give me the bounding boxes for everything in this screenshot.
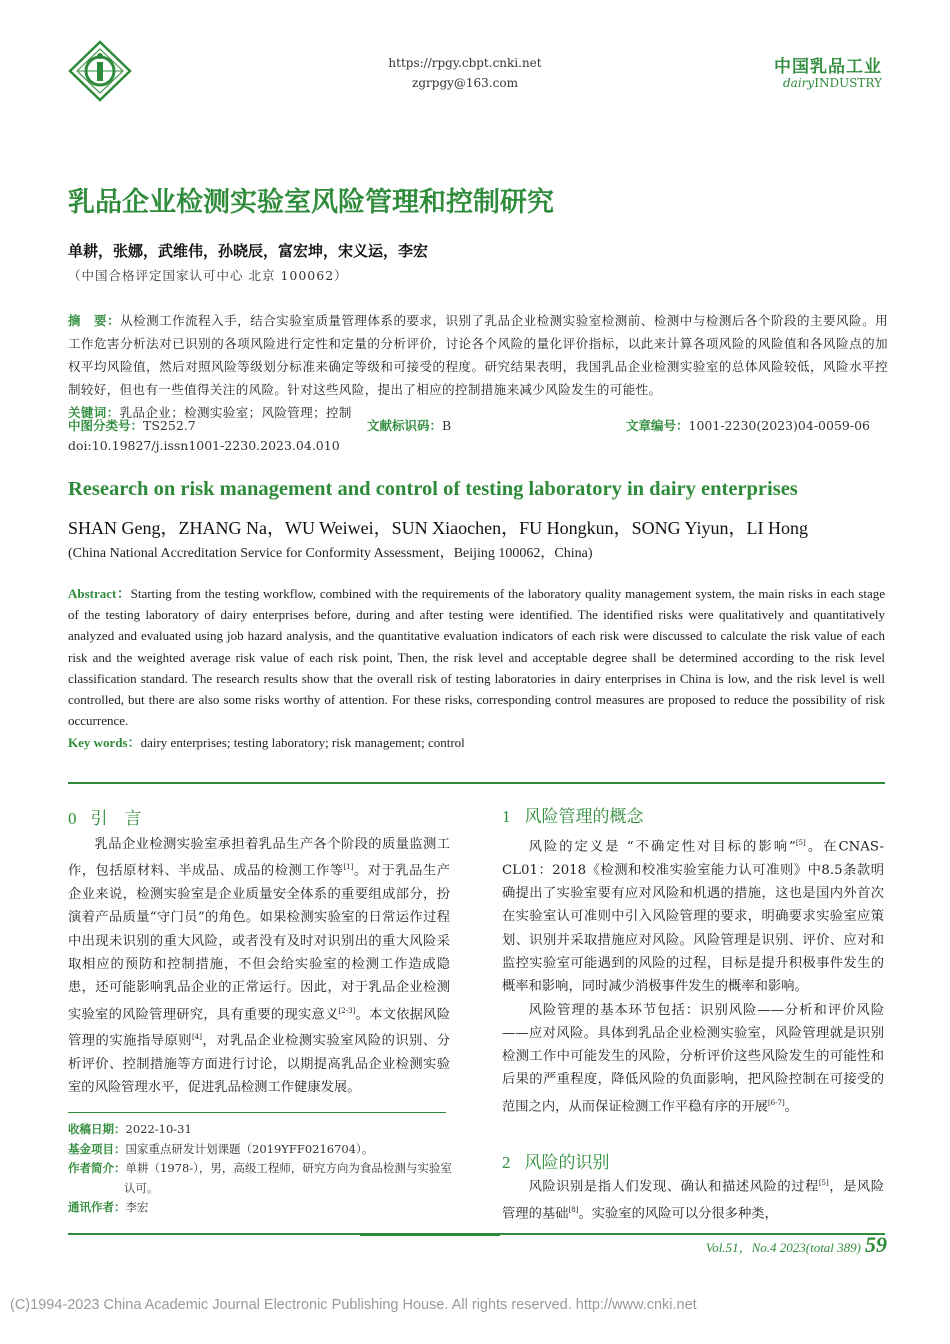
section-divider <box>68 782 885 784</box>
funding <box>68 1140 460 1160</box>
journal-logo-icon <box>68 40 132 102</box>
section-0-number: 0 <box>68 809 77 828</box>
journal-url[interactable]: https://rpgy.cbpt.cnki.net <box>388 56 542 70</box>
paragraph <box>502 832 884 999</box>
abstract-cn <box>68 309 888 424</box>
brand-name-en <box>720 76 882 90</box>
citation[interactable]: [5] <box>818 1179 829 1187</box>
abstract-en-label: Abstract： <box>68 586 131 601</box>
section-1-number: 1 <box>502 807 511 826</box>
citation[interactable]: [6-7] <box>767 1098 785 1107</box>
doc-label: 文献标识码： <box>367 418 443 433</box>
paper-title-en: Research on risk management and control of testing laboratory in dairy enterprises <box>68 478 798 500</box>
text-run: ，是风险管理的基础 <box>502 1179 885 1222</box>
brand-dairy: dairy <box>783 76 815 90</box>
brand-industry: INDUSTRY <box>814 76 882 90</box>
citation[interactable]: [4] <box>192 1033 202 1042</box>
footnotes <box>68 1120 460 1218</box>
text-run: 乳品企业检测实验室承担着乳品生产各个阶段的质量监测工作，包括原材料、半成品、成品的检测工作等 <box>68 837 450 879</box>
clc-value: TS252.7 <box>143 418 196 433</box>
citation[interactable]: [8] <box>568 1205 579 1214</box>
affiliation-cn: （中国合格评定国家认可中心 北京 100062） <box>68 268 348 283</box>
authors-en: SHAN Geng，ZHANG Na，WU Weiwei，SUN Xiaochen，FU Hongkun，SONG Yiyun，LI Hong <box>68 518 808 538</box>
keywords-en: dairy enterprises; testing laboratory; risk management; control <box>140 735 465 750</box>
clc-number <box>68 416 196 434</box>
section-0-heading <box>68 804 142 829</box>
keywords-cn: 乳品企业；检测实验室；风险管理；控制 <box>119 405 352 420</box>
brand-name-cn: 中国乳品工业 <box>774 57 882 77</box>
corr-label: 通讯作者： <box>68 1200 126 1214</box>
article-value: 1001-2230(2023)04-0059-06 <box>688 418 870 433</box>
footer-rule-accent <box>360 1233 500 1236</box>
section-2-heading <box>502 1148 610 1173</box>
article-label: 文章编号： <box>626 418 689 433</box>
citation[interactable]: [2-3] <box>338 1006 356 1015</box>
text-run: 。 <box>784 1099 798 1115</box>
doi[interactable]: doi:10.19827/j.issn1001-2230.2023.04.010 <box>68 438 340 453</box>
author-bio <box>68 1159 460 1198</box>
abstract-cn-text: 从检测工作流程入手，结合实验室质量管理体系的要求，识别了乳品企业检测实验室检测前、检测中与检测后各个阶段的主要风险。用工作危害分析法对已识别的各项风险进行定性和定量的分析评价，讨论各个风险的量化评价指标，以此来计算各项风险的风险值和各风险点的加权平均风险值，然后对照风险等级划分标准来确定等级和可接受的程度。研究结果表明，我国乳品企业检测实验室的总体风险较低，风险水平控制较好，但也有一些值得关注的风险。针对这些风险，提出了相应的控制措施来减少风险发生的可能性。 <box>68 313 888 397</box>
received-label: 收稿日期： <box>68 1122 126 1136</box>
article-number <box>626 416 870 434</box>
text-run: 。对于乳品生产企业来说，检测实验室是企业质量安全体系的重要组成部分，扮演着产品质量“守门员”的角色。如果检测实验室的日常运作过程中出现未识别的重大风险，或者没有及时对识别出的重大风险采取相应的预防和控制措施，不但会给实验室的检测工作造成隐患，还可能影响乳品企业的正常运行。因此，对于乳品企业检测实验室的风险管理研究，具有重要的现实意义 <box>68 863 451 1022</box>
corr-value: 李宏 <box>125 1200 149 1214</box>
text-run: 。实验室的风险可以分很多种类， <box>578 1206 778 1222</box>
section-2-title: 风险的识别 <box>524 1153 610 1173</box>
text-run: 。本文依据风险管理的实施指导原则 <box>68 1006 451 1049</box>
text-run: ，对乳品企业检测实验室风险的识别、分析评价、控制措施等方面进行讨论，以期提高乳品企业检测实验室的风险管理水平，促进乳品检测工作健康发展。 <box>68 1033 451 1096</box>
section-0-body <box>68 833 450 1100</box>
authors-cn: 单耕，张娜，武维伟，孙晓辰，富宏坤，宋义运，李宏 <box>68 242 429 260</box>
affiliation-en: (China National Accreditation Service for Conformity Assessment，Beijing 100062，China) <box>68 546 593 561</box>
text-run: 风险管理的基本环节包括：识别风险——分析和评价风险——应对风险。具体到乳品企业检测实验室，风险管理就是识别检测工作中可能发生的风险，分析评价这些风险发生的可能性和后果的严重程度，降低风险的负面影响，把风险控制在可接受的范围之内，从而保证检测工作平稳有序的开展 <box>502 1002 884 1115</box>
paper-title: 乳品企业检测实验室风险管理和控制研究 <box>68 187 554 218</box>
abstract-cn-label: 摘 要： <box>68 313 121 328</box>
section-2-body <box>502 1172 884 1225</box>
bio-label: 作者简介： <box>68 1161 126 1175</box>
keywords-en-line <box>68 732 465 751</box>
doc-value: B <box>442 418 452 433</box>
section-2-number: 2 <box>502 1153 511 1172</box>
paragraph <box>502 999 884 1119</box>
citation[interactable]: [1] <box>343 863 354 872</box>
volume-info: Vol.51，No.4 2023(total 389) <box>705 1240 861 1255</box>
keywords-en-label: Key words： <box>68 735 141 750</box>
clc-label: 中图分类号： <box>68 418 144 433</box>
section-1-body <box>502 832 884 1118</box>
text-run: 风险的定义是 “不确定性对目标的影响” <box>528 839 796 855</box>
keywords-cn-label: 关键词： <box>68 405 120 420</box>
abstract-en <box>68 583 885 731</box>
section-1-heading <box>502 802 644 827</box>
received-date <box>68 1120 460 1140</box>
page-number: 59 <box>865 1232 887 1257</box>
funding-value: 国家重点研发计划课题（2019YFF0216704）。 <box>125 1141 374 1156</box>
corresponding-author <box>68 1198 460 1218</box>
paragraph <box>502 1172 884 1225</box>
section-1-title: 风险管理的概念 <box>524 807 644 827</box>
footnote-divider <box>68 1112 446 1113</box>
bio-value: 单耕（1978-），男，高级工程师，研究方向为食品检测与实验室认可。 <box>124 1161 452 1195</box>
funding-label: 基金项目： <box>68 1141 126 1156</box>
folio <box>640 1232 887 1258</box>
received-value: 2022-10-31 <box>125 1122 192 1136</box>
paragraph <box>68 833 450 1100</box>
copyright-notice: (C)1994-2023 China Academic Journal Electronic Publishing House. All rights reserved. http://www.cnki.net <box>10 1297 697 1313</box>
citation[interactable]: [5] <box>795 839 806 847</box>
text-run: 风险识别是指人们发现、确认和描述风险的过程 <box>528 1179 819 1195</box>
doc-code <box>367 416 451 434</box>
journal-email[interactable]: zgrpgy@163.com <box>412 76 518 90</box>
abstract-en-text: Starting from the testing workflow, combined with the requirements of the laboratory quality management system, the main risks in each stage of the testing laboratory of dairy enterprises before, during and after testing were identified. The identified risks were qualitatively and quantitatively analyzed and evaluated using job hazard analysis, and the quantitative evaluation indicators of each risk were discussed to calculate the risk value of each risk and the weighted average risk value of each risk point, Then, the risk level and acceptable degree shall be determined according to the risk level classification standard. The research results show that the overall risk of testing laboratories in dairy enterprises in China is low, and the risk level is well controlled, but there are also some risks worthy of attention. For these risks, corresponding control measures are proposed to reduce the possibility of risk occurrence. <box>68 586 885 729</box>
text-run: 。在CNAS-CL01：2018《检测和校准实验室能力认可准则》中8.5条款明确提出了实验室要有应对风险和机遇的措施，这也是国内外首次在实验室认可准则中引入风险管理的要求，明确要求实验室应策划、识别并采取措施应对风险。风险管理是识别、评价、应对和监控实验室可能遇到的风险的过程，目标是提升积极事件发生的概率和影响，同时减少消极事件发生的概率和影响。 <box>502 839 884 995</box>
section-0-title: 引 言 <box>90 809 142 829</box>
